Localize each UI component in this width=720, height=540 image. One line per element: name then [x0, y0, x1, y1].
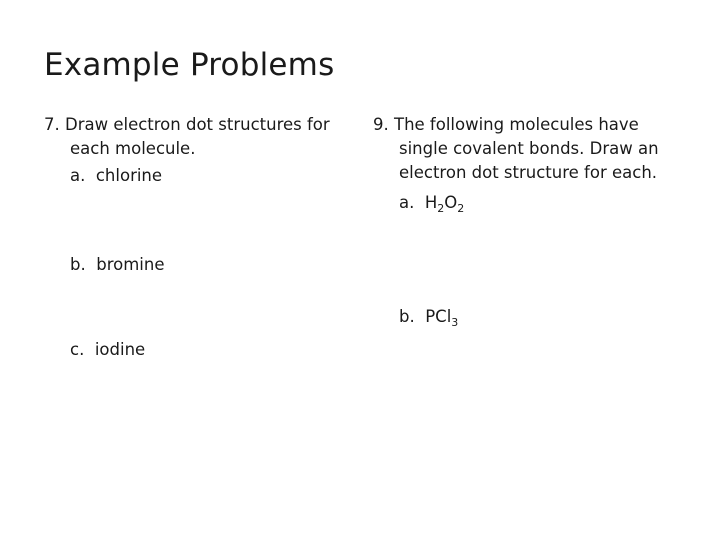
- problem-7-part-a: [70, 164, 162, 188]
- part-label: a.: [70, 166, 86, 185]
- part-label: a.: [399, 193, 415, 212]
- formula-pcl3: PCl$_3$: [425, 307, 459, 329]
- problem-9-part-a: [399, 191, 464, 215]
- problem-9: [373, 113, 673, 329]
- part-label: c.: [70, 340, 85, 359]
- problem-7: [44, 113, 344, 359]
- part-label: b.: [399, 307, 415, 326]
- problem-9-part-b: [399, 305, 458, 329]
- problem-7-part-b: [70, 253, 164, 277]
- slide-title: Example Problems: [44, 47, 335, 83]
- formula-h2o2: $H_2O_2$: [424, 193, 465, 215]
- part-text: bromine: [96, 255, 165, 274]
- part-text: iodine: [94, 340, 146, 359]
- problem-9-text: 9. The following molecules have single covalent bonds. Draw an electron dot structure for each.: [373, 115, 659, 182]
- problem-7-text: 7. Draw electron dot structures for each molecule.: [44, 115, 330, 158]
- problem-7-part-c: [70, 338, 145, 362]
- part-label: b.: [70, 255, 86, 274]
- part-text: chlorine: [95, 166, 163, 185]
